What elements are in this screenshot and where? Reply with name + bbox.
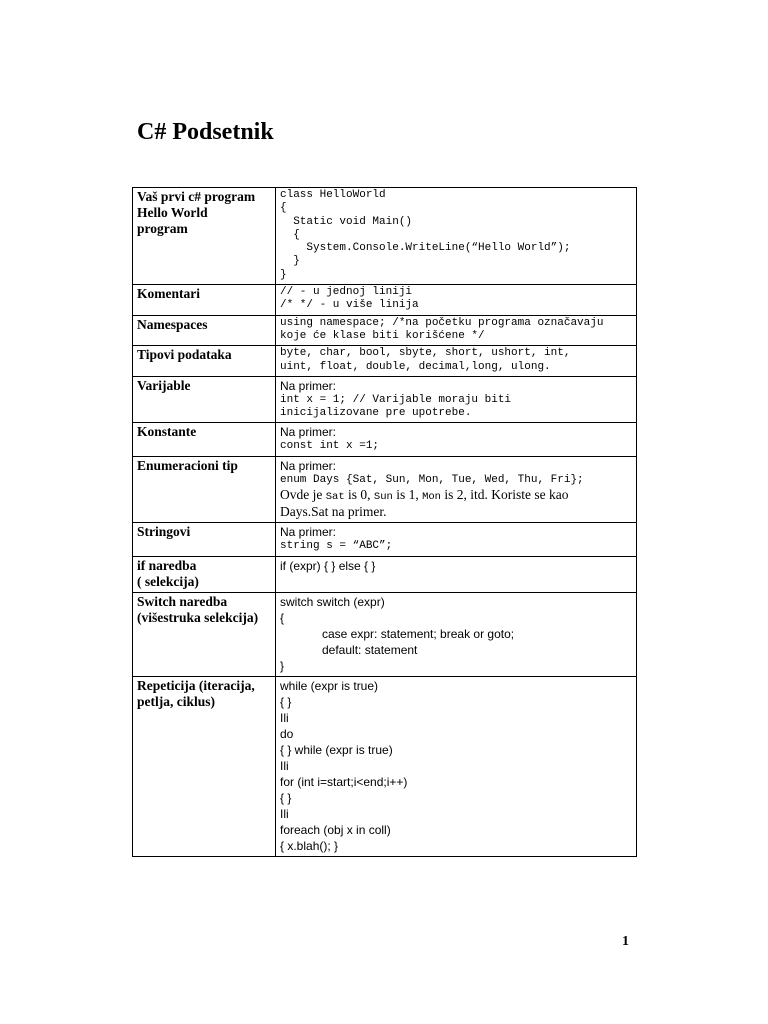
note-text: is 0, bbox=[344, 487, 374, 503]
term-line: Repeticija (iteracija, bbox=[137, 677, 255, 693]
code-line: } bbox=[280, 255, 300, 268]
intro-text: Na primer: bbox=[280, 458, 337, 473]
enum-note bbox=[280, 487, 632, 504]
term-line: ( selekcija) bbox=[137, 573, 199, 589]
row-term bbox=[133, 188, 276, 285]
table-row bbox=[133, 376, 637, 423]
term-line: petlja, ciklus) bbox=[137, 693, 216, 709]
table-row bbox=[133, 285, 637, 316]
code-line: /* */ - u više linija bbox=[280, 299, 419, 312]
code-line: enum Days {Sat, Sun, Mon, Tue, Wed, Thu, Fri}; bbox=[280, 473, 584, 486]
table-row bbox=[133, 456, 637, 523]
row-term bbox=[133, 523, 276, 556]
term-line: Switch naredba bbox=[137, 593, 228, 609]
table-row bbox=[133, 523, 637, 556]
code-line: const int x =1; bbox=[280, 440, 380, 453]
syntax-line: switch switch (expr) bbox=[280, 594, 385, 609]
row-term bbox=[133, 315, 276, 346]
row-term bbox=[133, 592, 276, 676]
term-line: Namespaces bbox=[137, 316, 208, 332]
syntax-line: for (int i=start;i<end;i++) bbox=[280, 774, 408, 789]
syntax-line: default: statement bbox=[322, 642, 418, 657]
table-row bbox=[133, 346, 637, 377]
syntax-line: { } bbox=[280, 790, 292, 805]
row-description bbox=[276, 523, 637, 556]
page-number: 1 bbox=[622, 934, 629, 949]
term-line: Vaš prvi c# program bbox=[137, 189, 256, 204]
note-text: is 2, itd. Koriste se kao bbox=[440, 487, 569, 503]
syntax-line: foreach (obj x in coll) bbox=[280, 822, 391, 837]
syntax-line: if (expr) { } else { } bbox=[280, 558, 376, 573]
row-term bbox=[133, 556, 276, 592]
code-line: } bbox=[280, 268, 287, 281]
term-line: Tipovi podataka bbox=[137, 347, 232, 363]
syntax-line: Ili bbox=[280, 806, 289, 821]
term-line: Varijable bbox=[137, 377, 191, 393]
code-line: System.Console.WriteLine(“Hello World”); bbox=[280, 242, 571, 255]
code-line: byte, char, bool, sbyte, short, ushort, int, bbox=[280, 347, 571, 360]
row-description bbox=[276, 456, 637, 523]
code-line: int x = 1; // Varijable moraju biti bbox=[280, 393, 512, 406]
page-title: C# Podsetnik bbox=[137, 119, 274, 145]
note-text: is 1, bbox=[392, 487, 423, 503]
term-line: program bbox=[137, 221, 188, 236]
intro-text: Na primer: bbox=[280, 425, 337, 440]
table-row bbox=[133, 556, 637, 592]
code-line: koje će klase biti korišćene */ bbox=[280, 329, 485, 342]
term-line: (višestruka selekcija) bbox=[137, 609, 259, 625]
code-line: { bbox=[280, 228, 300, 241]
row-description bbox=[276, 676, 637, 856]
table-row bbox=[133, 676, 637, 856]
syntax-line: do bbox=[280, 726, 294, 741]
table-row bbox=[133, 315, 637, 346]
syntax-line: { } while (expr is true) bbox=[280, 742, 393, 757]
table-row bbox=[133, 592, 637, 676]
syntax-line: { bbox=[280, 610, 285, 625]
reference-table bbox=[132, 187, 637, 857]
row-description bbox=[276, 315, 637, 346]
note-code: Mon bbox=[422, 491, 441, 504]
table-row bbox=[133, 188, 637, 285]
syntax-line: case expr: statement; break or goto; bbox=[322, 626, 515, 641]
term-line: Stringovi bbox=[137, 524, 191, 540]
syntax-line: { } bbox=[280, 694, 292, 709]
row-term bbox=[133, 285, 276, 316]
row-description bbox=[276, 188, 637, 285]
row-description bbox=[276, 285, 637, 316]
row-term bbox=[133, 346, 276, 377]
intro-text: Na primer: bbox=[280, 525, 337, 540]
code-line: inicijalizovane pre upotrebe. bbox=[280, 407, 472, 420]
row-description bbox=[276, 346, 637, 377]
syntax-line: { x.blah(); } bbox=[280, 838, 339, 853]
intro-text: Na primer: bbox=[280, 378, 337, 393]
code-line: uint, float, double, decimal,long, ulong. bbox=[280, 360, 551, 373]
syntax-line: while (expr is true) bbox=[280, 678, 379, 693]
row-term bbox=[133, 376, 276, 423]
row-description bbox=[276, 376, 637, 423]
syntax-line: Ili bbox=[280, 710, 289, 725]
code-line: using namespace; /*na početku programa označavaju bbox=[280, 316, 604, 329]
row-term bbox=[133, 423, 276, 456]
note-code: Sun bbox=[373, 491, 393, 504]
code-line: string s = “ABC”; bbox=[280, 540, 393, 553]
code-line: // - u jednoj liniji bbox=[280, 286, 413, 299]
term-line: Hello World bbox=[137, 205, 208, 220]
code-line: class HelloWorld bbox=[280, 189, 386, 201]
term-line: Komentari bbox=[137, 286, 200, 302]
row-term bbox=[133, 676, 276, 856]
row-description bbox=[276, 592, 637, 676]
term-line: Enumeracioni tip bbox=[137, 457, 238, 473]
syntax-line: Ili bbox=[280, 758, 289, 773]
term-line: Konstante bbox=[137, 424, 197, 440]
row-description bbox=[276, 423, 637, 456]
syntax-line: } bbox=[280, 658, 285, 673]
table-row bbox=[133, 423, 637, 456]
row-description bbox=[276, 556, 637, 592]
enum-note-line: Days.Sat na primer. bbox=[280, 504, 387, 520]
term-line: if naredba bbox=[137, 557, 197, 573]
code-line: Static void Main() bbox=[280, 215, 413, 228]
row-term bbox=[133, 456, 276, 523]
note-text: Ovde je bbox=[280, 487, 326, 503]
code-line: { bbox=[280, 202, 287, 215]
note-code: Sat bbox=[325, 491, 345, 504]
